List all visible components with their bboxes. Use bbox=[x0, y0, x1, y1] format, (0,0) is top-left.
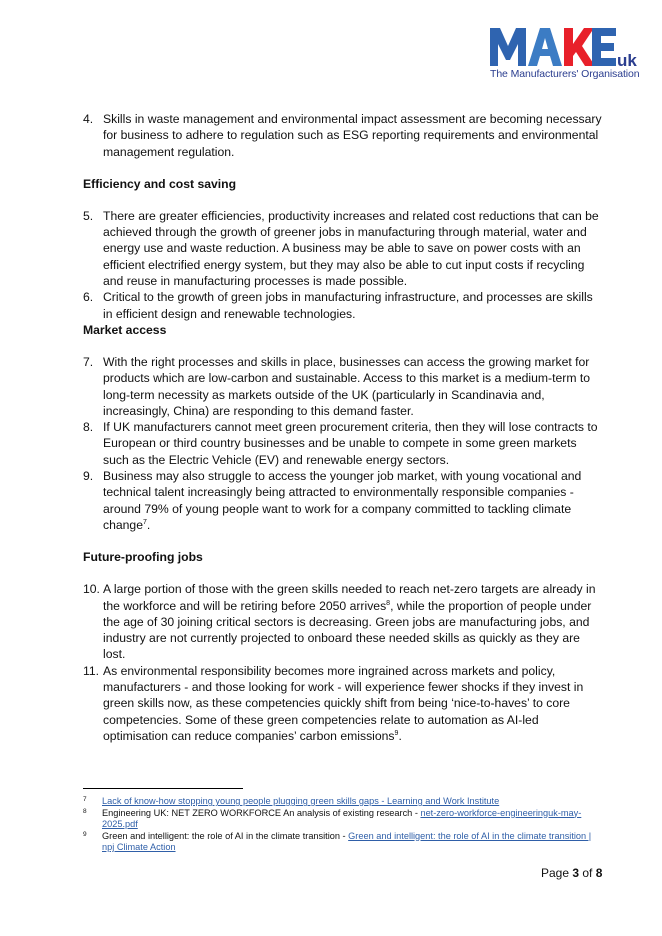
footnote-7 bbox=[83, 796, 603, 808]
section-heading-market-access: Market access bbox=[83, 322, 167, 337]
list-item bbox=[83, 663, 603, 744]
footnote-link[interactable]: Lack of know-how stopping young people plugging green skills gaps - Learning and Work Institute bbox=[102, 796, 500, 806]
make-uk-logo-mark bbox=[488, 22, 638, 68]
footnote-text: Engineering UK: NET ZERO WORKFORCE An analysis of existing research - bbox=[102, 807, 421, 818]
main-content bbox=[83, 111, 603, 744]
page-current: 3 bbox=[572, 866, 580, 880]
item-number: 10. bbox=[83, 582, 100, 597]
item-number: 6. bbox=[83, 290, 94, 305]
logo-tagline: The Manufacturers' Organisation bbox=[490, 68, 640, 80]
item-text: Business may also struggle to access the younger job market, with young vocational and technical talent increasingly being attracted to environmentally responsible companies - around 79% of young people want to work for a company committed to tackling climate change bbox=[103, 469, 582, 532]
list-item bbox=[83, 208, 603, 289]
footnote-8 bbox=[83, 808, 603, 831]
page-prefix: Page bbox=[541, 866, 573, 880]
item-text: Skills in waste management and environmental impact assessment are becoming necessary for business to adhere to regulation such as ESG reporting requirements and environmental management regulation. bbox=[103, 112, 602, 159]
page-total: 8 bbox=[595, 866, 603, 880]
section-heading-efficiency: Efficiency and cost saving bbox=[83, 176, 237, 191]
page-number bbox=[541, 866, 602, 880]
footnote-number: 9 bbox=[83, 830, 87, 838]
list-item bbox=[83, 289, 603, 322]
list-item bbox=[83, 581, 603, 662]
page-of: of bbox=[579, 866, 596, 880]
item-text: As environmental responsibility becomes more ingrained across markets and policy, manufacturers - and those looking for work - will experience fewer shocks if they invest in green skills now, as these competencies quickly shift from being ‘nice-to-haves’ to core competencies. Some of these green competencies relate to automation as AI-led optimisation can reduce companies’ carbon emissions bbox=[103, 663, 584, 743]
list-item bbox=[83, 111, 603, 160]
footnotes bbox=[83, 796, 603, 854]
footnote-link[interactable]: Green and intelligent: the role of AI in the climate transition | npj Climate Action bbox=[102, 830, 592, 852]
make-uk-logo bbox=[488, 22, 638, 84]
item-text-cont: , while the proportion of people under the age of 30 joining critical sectors is decreasing. Green jobs are manufacturing jobs, and industry are not currently projected to onboard these needed skills as quickly as they are lost. bbox=[103, 598, 592, 662]
item-text: A large portion of those with the green skills needed to reach net-zero targets are already in the workforce and will be retiring before 2050 arrives bbox=[103, 582, 596, 613]
section-heading-future-proofing: Future-proofing jobs bbox=[83, 550, 203, 565]
item-text: Critical to the growth of green jobs in manufacturing infrastructure, and processes are skills in efficient design and renewable technologies. bbox=[103, 290, 593, 321]
footnote-ref-9[interactable]: 9 bbox=[394, 729, 399, 737]
item-text-end: . bbox=[146, 517, 151, 532]
item-number: 9. bbox=[83, 469, 94, 484]
item-text: If UK manufacturers cannot meet green procurement criteria, then they will lose contracts to European or third country businesses and be unable to compete in some green markets such as the Electric Vehicle (EV) and renewable energy sectors. bbox=[103, 420, 598, 467]
item-number: 11. bbox=[83, 663, 100, 678]
list-item bbox=[83, 419, 603, 468]
footnote-ref-7[interactable]: 7 bbox=[142, 518, 147, 526]
item-text: With the right processes and skills in place, businesses can access the growing market for products which are low-carbon and sustainable. Access to this market is a medium-term to long-term necessity as markets outside of the UK (particularly in Scandinavia and, increasingly, China) are responding to this demand faster. bbox=[103, 354, 591, 418]
footnote-9 bbox=[83, 831, 603, 854]
list-item bbox=[83, 468, 603, 533]
item-number: 8. bbox=[83, 420, 94, 435]
footnote-number: 7 bbox=[83, 796, 87, 803]
item-text: There are greater efficiencies, productivity increases and related cost reductions that can be achieved through the growth of greener jobs in manufacturing through material, water and energy use and waste reduction. A business may be able to save on power costs with an efficient electrified energy system, but they may also be able to cut input costs if recycling and reuse in manufacturing processes is made possible. bbox=[103, 208, 599, 289]
list-item bbox=[83, 354, 603, 419]
item-number: 5. bbox=[83, 208, 94, 223]
footnote-text: Green and intelligent: the role of AI in the climate transition - bbox=[102, 830, 349, 841]
item-text-end: . bbox=[398, 728, 402, 743]
item-number: 4. bbox=[83, 112, 94, 126]
footnote-divider bbox=[83, 788, 243, 789]
item-number: 7. bbox=[83, 354, 94, 369]
footnote-link[interactable]: net-zero-workforce-engineeringuk-may-2025.pdf bbox=[102, 807, 582, 829]
footnote-ref-8[interactable]: 8 bbox=[386, 599, 391, 607]
svg-text:uk: uk bbox=[617, 51, 637, 68]
footnote-number: 8 bbox=[83, 807, 87, 815]
